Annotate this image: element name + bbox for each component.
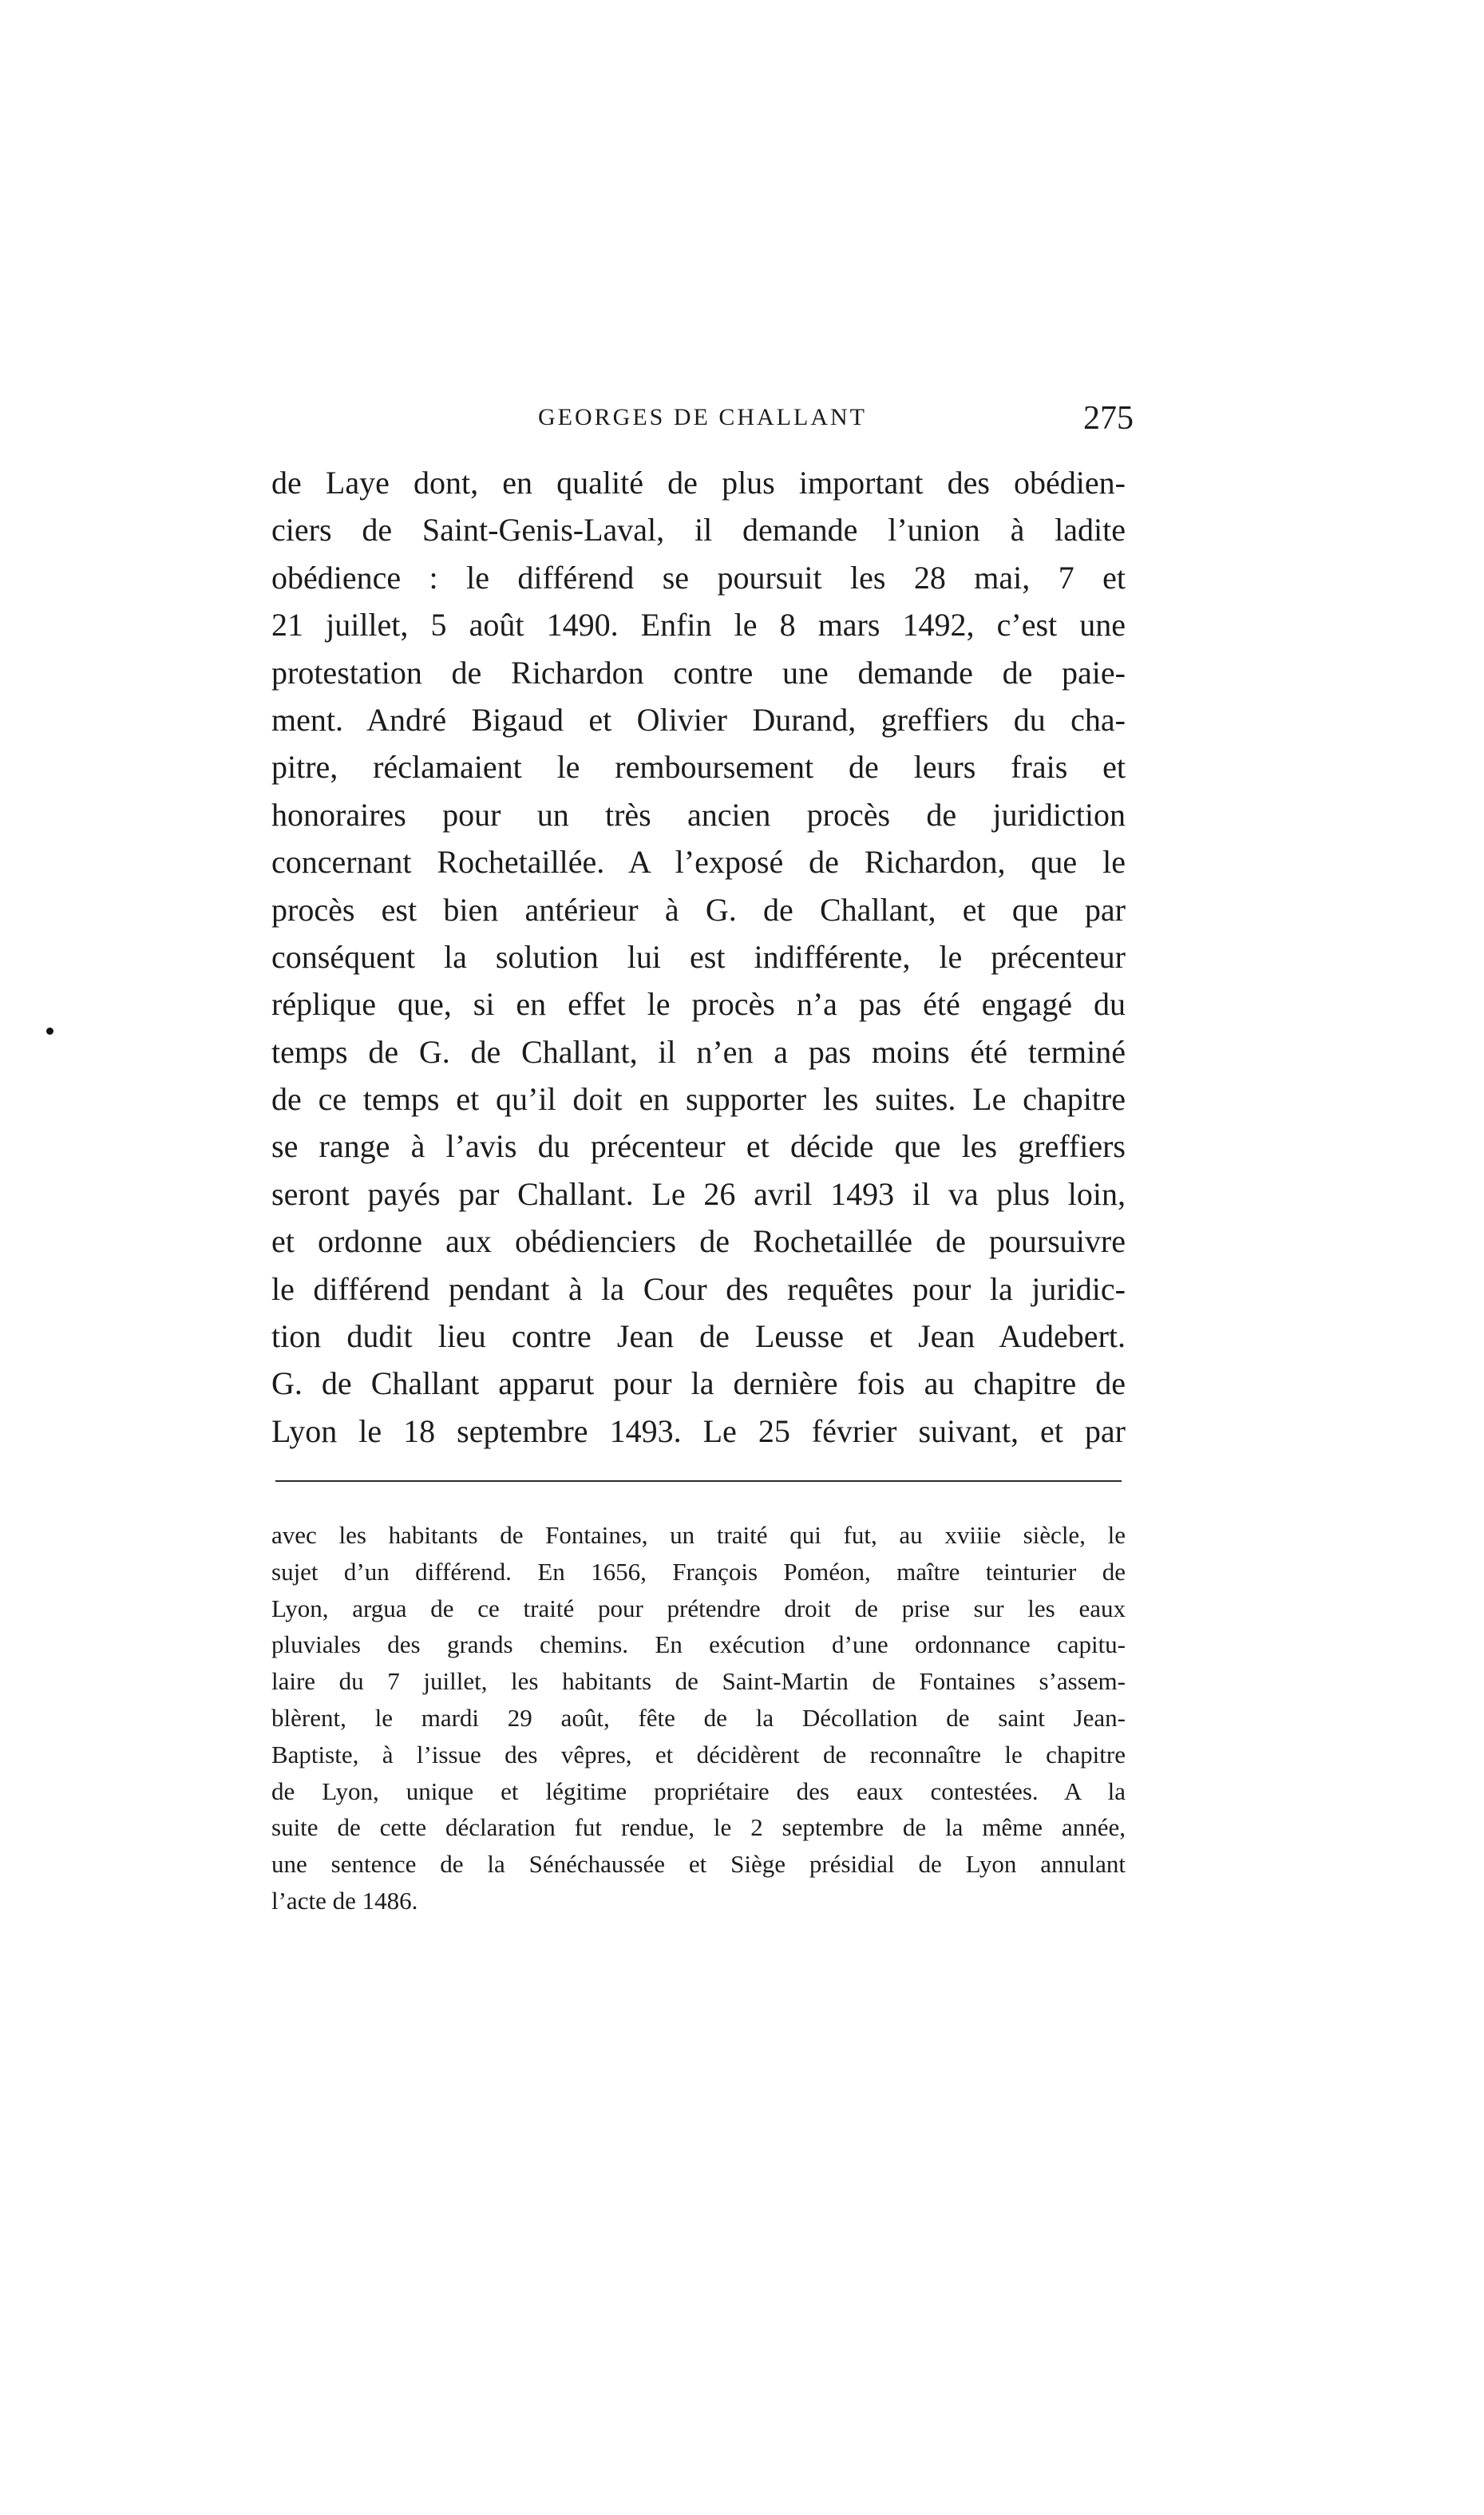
footnote-separator (275, 1480, 1122, 1482)
body-line: le différend pendant à la Cour des requêtes pour la juridic- (271, 1270, 1126, 1307)
page-number: 275 (1083, 400, 1134, 437)
footnote-line: laire du 7 juillet, les habitants de Saint-Martin de Fontaines s’assem- (271, 1667, 1126, 1696)
ink-speck (46, 1028, 53, 1035)
body-line: conséquent la solution lui est indifférente, le précenteur (271, 938, 1126, 975)
footnote-line: de Lyon, unique et légitime propriétaire des eaux contestées. A la (271, 1776, 1126, 1805)
footnote-line: pluviales des grands chemins. En exécution d’une ordonnance capitu- (271, 1630, 1126, 1659)
body-line: protestation de Richardon contre une demande de paie- (271, 654, 1126, 691)
footnote-line: avec les habitants de Fontaines, un traité qui fut, au xviiie siècle, le (271, 1521, 1126, 1549)
footnote (271, 1517, 1126, 1919)
body-line: ment. André Bigaud et Olivier Durand, greffiers du cha- (271, 701, 1126, 738)
body-line: pitre, réclamaient le remboursement de leurs frais et (271, 749, 1126, 786)
body-line: 21 juillet, 5 août 1490. Enfin le 8 mars 1492, c’est une (271, 607, 1126, 644)
footnote-line: suite de cette déclaration fut rendue, le 2 septembre de la même année, (271, 1813, 1126, 1842)
body-line: temps de G. de Challant, il n’en a pas moins été terminé (271, 1033, 1126, 1070)
footnote-line: l’acte de 1486. (271, 1886, 418, 1915)
footnote-line: blèrent, le mardi 29 août, fête de la Décollation de saint Jean- (271, 1703, 1126, 1732)
running-title: GEORGES DE CHALLANT (538, 404, 867, 430)
footnote-line: une sentence de la Sénéchaussée et Siège présidial de Lyon annulant (271, 1850, 1126, 1879)
running-head (271, 399, 1134, 447)
body-line: et ordonne aux obédienciers de Rochetaillée de poursuivre (271, 1223, 1126, 1260)
body-line: obédience : le différend se poursuit les 28 mai, 7 et (271, 559, 1126, 596)
body-line: seront payés par Challant. Le 26 avril 1493 il va plus loin, (271, 1175, 1126, 1212)
body-line: procès est bien antérieur à G. de Challant, et que par (271, 891, 1126, 928)
body-line: réplique que, si en effet le procès n’a pas été engagé du (271, 986, 1126, 1023)
body-line: tion dudit lieu contre Jean de Leusse et Jean Audebert. (271, 1318, 1126, 1355)
body-line: honoraires pour un très ancien procès de juridiction (271, 796, 1126, 833)
body-line: de ce temps et qu’il doit en supporter les suites. Le chapitre (271, 1081, 1126, 1118)
body-line: de Laye dont, en qualité de plus important des obédien- (271, 465, 1126, 501)
main-text (271, 459, 1126, 1455)
body-line: ciers de Saint-Genis-Laval, il demande l’union à ladite (271, 512, 1126, 549)
footnote-line: Lyon, argua de ce traité pour prétendre droit de prise sur les eaux (271, 1594, 1126, 1622)
body-line: concernant Rochetaillée. A l’exposé de Richardon, que le (271, 844, 1126, 881)
footnote-line: sujet d’un différend. En 1656, François Poméon, maître teinturier de (271, 1557, 1126, 1586)
body-line: se range à l’avis du précenteur et décide que les greffiers (271, 1128, 1126, 1165)
body-line: G. de Challant apparut pour la dernière fois au chapitre de (271, 1365, 1126, 1402)
body-line: Lyon le 18 septembre 1493. Le 25 février suivant, et par (271, 1412, 1126, 1449)
footnote-line: Baptiste, à l’issue des vêpres, et décidèrent de reconnaître le chapitre (271, 1740, 1126, 1768)
